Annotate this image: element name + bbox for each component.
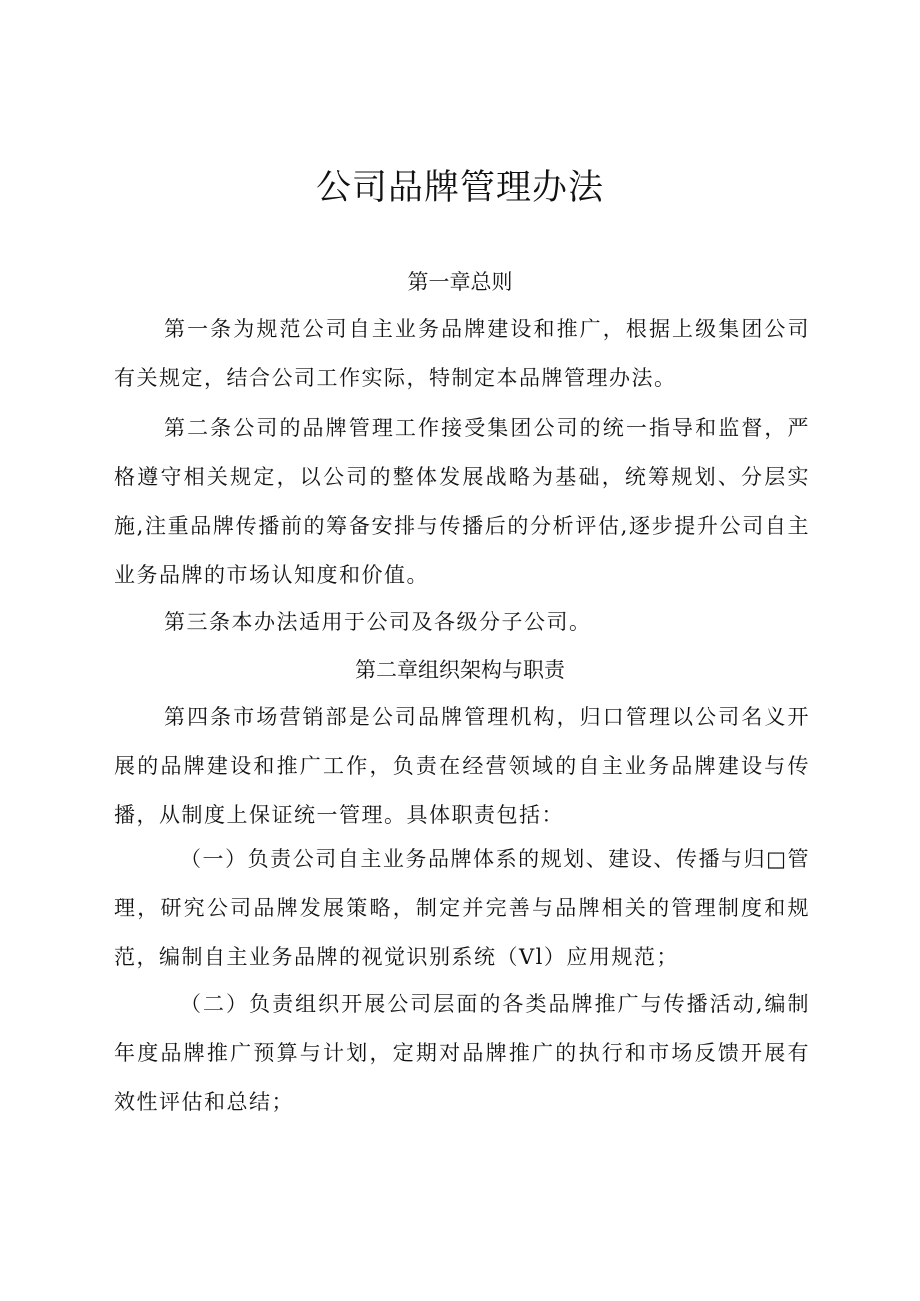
article-3 — [114, 598, 810, 647]
article-4-text: 市场营销部是公司品牌管理机构，归口管理以公司名义开展的品牌建设和推广工作，负责在经营领域的自主业务品牌建设与传播，从制度上保证统一管理。具体职责包括： — [114, 705, 811, 827]
article-1 — [114, 305, 810, 403]
article-1-text: 为规范公司自主业务品牌建设和推广，根据上级集团公司有关规定，结合公司工作实际，特制定本品牌管理办法。 — [114, 317, 811, 390]
article-2-text: 公司的品牌管理工作接受集团公司的统一指导和监督，严格遵守相关规定，以公司的整体发展战略为基础，统筹规划、分层实施,注重品牌传播前的筹备安排与传播后的分析评估,逐步提升公司自主业务品牌的市场认知度和价值。 — [114, 416, 811, 587]
article-1-label: 第一条 — [164, 317, 234, 341]
article-2 — [114, 404, 810, 600]
article-4 — [114, 693, 810, 840]
article-2-label: 第二条 — [164, 416, 234, 440]
article-3-text: 本办法适用于公司及各级分子公司。 — [231, 610, 592, 634]
article-4-label: 第四条 — [164, 705, 234, 729]
document-title: 公司品牌管理办法 — [315, 168, 604, 208]
chapter-1-heading: 第一章总则 — [407, 270, 513, 294]
article-3-label: 第三条 — [164, 610, 232, 634]
chapter-2-heading: 第二章组织架构与职责 — [355, 658, 565, 682]
item-1: （一）负责公司自主业务品牌体系的规划、建设、传播与归□管理，研究公司品牌发展策略，制定并完善与品牌相关的管理制度和规范，编制自主业务品牌的视觉识别系统（Vl）应用规范； — [114, 847, 810, 969]
item-2: （二）负责组织开展公司层面的各类品牌推广与传播活动,编制年度品牌推广预算与计划，定期对品牌推广的执行和市场反馈开展有效性评估和总结； — [114, 992, 810, 1114]
